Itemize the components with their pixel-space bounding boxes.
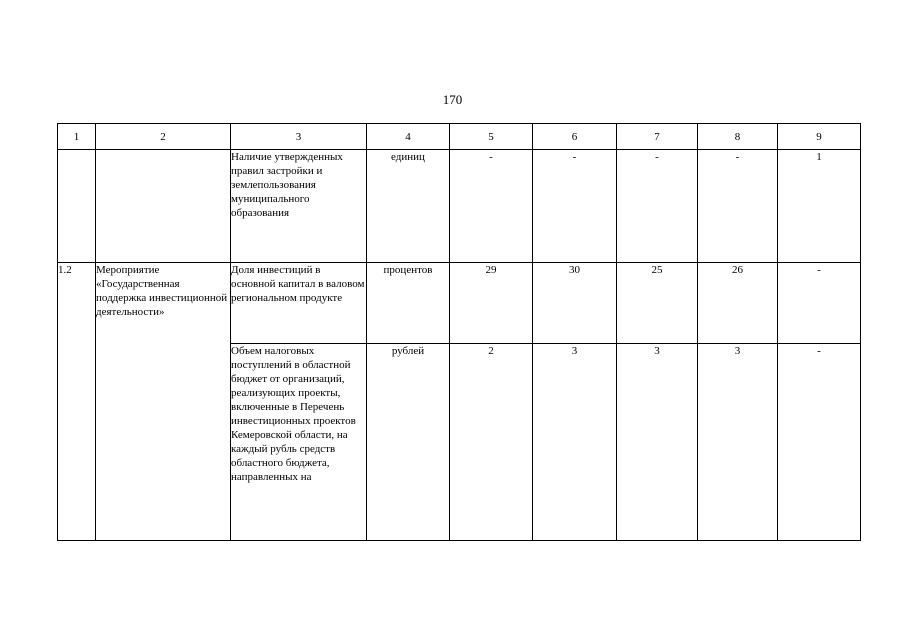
value-cell: 3 xyxy=(533,344,617,541)
measure-cell xyxy=(96,150,231,263)
row-number-cell: 1.2 xyxy=(58,263,96,541)
column-header: 8 xyxy=(698,124,778,150)
value-cell: - xyxy=(617,150,698,263)
value-cell: - xyxy=(533,150,617,263)
indicator-cell: Доля инвестиций в основной капитал в валовом региональном продукте xyxy=(231,263,367,344)
value-cell: 1 xyxy=(778,150,861,263)
column-header: 3 xyxy=(231,124,367,150)
column-header: 5 xyxy=(450,124,533,150)
unit-cell: единиц xyxy=(367,150,450,263)
unit-cell: рублей xyxy=(367,344,450,541)
column-header: 1 xyxy=(58,124,96,150)
column-header: 2 xyxy=(96,124,231,150)
column-header: 6 xyxy=(533,124,617,150)
table-row xyxy=(58,150,861,263)
value-cell: 29 xyxy=(450,263,533,344)
value-cell: 3 xyxy=(698,344,778,541)
value-cell: - xyxy=(778,263,861,344)
value-cell: - xyxy=(450,150,533,263)
value-cell: - xyxy=(778,344,861,541)
value-cell: - xyxy=(698,150,778,263)
indicator-cell: Объем налоговых поступлений в областной бюджет от организаций, реализующих проекты, включенные в Перечень инвестиционных проектов Кемеровской области, на каждый рубль средств областного бюджета, направленных на xyxy=(231,344,367,541)
indicators-table xyxy=(57,123,861,541)
unit-cell: процентов xyxy=(367,263,450,344)
page-number: 170 xyxy=(442,92,463,107)
column-header: 4 xyxy=(367,124,450,150)
indicator-cell: Наличие утвержденных правил застройки и землепользования муниципального образования xyxy=(231,150,367,263)
value-cell: 3 xyxy=(617,344,698,541)
value-cell: 2 xyxy=(450,344,533,541)
column-header: 9 xyxy=(778,124,861,150)
value-cell: 30 xyxy=(533,263,617,344)
table-row xyxy=(58,263,861,344)
table-header-row xyxy=(58,124,861,150)
value-cell: 26 xyxy=(698,263,778,344)
measure-cell: Мероприятие «Государственная поддержка инвестиционной деятельности» xyxy=(96,263,231,541)
column-header: 7 xyxy=(617,124,698,150)
value-cell: 25 xyxy=(617,263,698,344)
row-number-cell xyxy=(58,150,96,263)
